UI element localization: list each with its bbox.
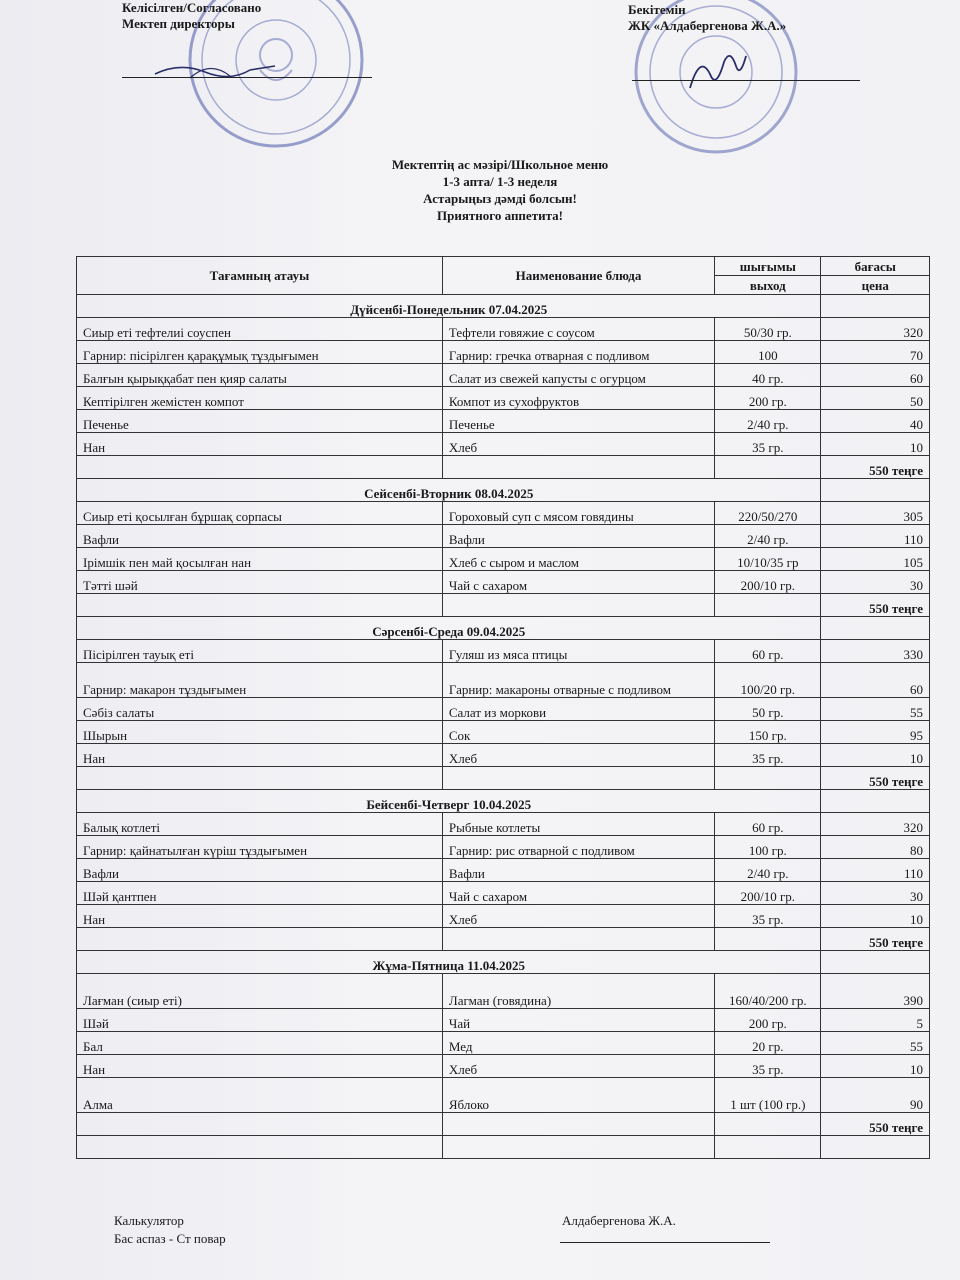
total-empty-cell [715,594,821,617]
dish-price: 30 [821,882,930,905]
dish-output: 200/10 гр. [715,882,821,905]
dish-name-ru: Гарнир: гречка отварная с подливом [442,341,714,364]
dish-price: 95 [821,721,930,744]
day-header-empty-cell [821,295,930,318]
dish-name-ru: Печенье [442,410,714,433]
dish-price: 105 [821,548,930,571]
day-label: Бейсенбі-Четверг 10.04.2025 [77,790,821,813]
footer-left [114,1212,226,1248]
dish-name-kz: Шәй [77,1009,443,1032]
col-header-price-ru: цена [821,276,930,295]
day-total-row [77,456,930,479]
menu-item-row [77,698,930,721]
menu-item-row [77,387,930,410]
dish-name-kz: Вафли [77,859,443,882]
day-header-empty-cell [821,951,930,974]
menu-item-row [77,525,930,548]
dish-name-ru: Хлеб [442,1055,714,1078]
dish-price: 10 [821,433,930,456]
dish-name-kz: Нан [77,905,443,928]
dish-price: 10 [821,744,930,767]
week-label: 1-3 апта/ 1-3 неделя [442,174,558,189]
dish-name-kz: Балық котлеті [77,813,443,836]
dish-price: 30 [821,571,930,594]
dish-name-ru: Сок [442,721,714,744]
agreed-label: Келісілген/Согласовано [122,0,262,15]
dish-name-kz: Нан [77,433,443,456]
dish-name-ru: Чай с сахаром [442,882,714,905]
dish-name-ru: Тефтели говяжие с соусом [442,318,714,341]
day-label: Дүйсенбі-Понедельник 07.04.2025 [77,295,821,318]
dish-price: 70 [821,341,930,364]
menu-title-block [0,156,960,224]
approval-right-block [628,2,786,34]
menu-item-row [77,974,930,1009]
day-total: 550 теңге [821,456,930,479]
dish-name-kz: Шәй қантпен [77,882,443,905]
menu-item-row [77,1078,930,1113]
total-empty-cell [77,1113,443,1136]
menu-item-row [77,433,930,456]
col-header-out-ru: выход [715,276,821,295]
menu-item-row [77,813,930,836]
dish-output: 1 шт (100 гр.) [715,1078,821,1113]
dish-name-kz: Вафли [77,525,443,548]
day-header-row [77,295,930,318]
day-header-row [77,951,930,974]
dish-output: 60 гр. [715,813,821,836]
total-empty-cell [715,767,821,790]
day-total: 550 теңге [821,767,930,790]
dish-name-ru: Салат из свежей капусты с огурцом [442,364,714,387]
dish-name-ru: Вафли [442,525,714,548]
dish-name-ru: Яблоко [442,1078,714,1113]
dish-price: 60 [821,663,930,698]
total-empty-cell [715,456,821,479]
dish-output: 2/40 гр. [715,410,821,433]
day-total-row [77,594,930,617]
day-total: 550 теңге [821,928,930,951]
dish-price: 10 [821,1055,930,1078]
dish-name-kz: Балғын қырыққабат пен қияр салаты [77,364,443,387]
menu-item-row [77,640,930,663]
day-header-row [77,479,930,502]
menu-item-row [77,744,930,767]
dish-output: 35 гр. [715,905,821,928]
dish-price: 55 [821,1032,930,1055]
day-header-empty-cell [821,479,930,502]
menu-item-row [77,318,930,341]
dish-output: 2/40 гр. [715,859,821,882]
dish-name-kz: Кептірілген жемістен компот [77,387,443,410]
dish-price: 320 [821,318,930,341]
footer-signature-line [560,1242,770,1243]
footer-name: Алдабергенова Ж.А. [562,1213,676,1228]
total-empty-cell [442,594,714,617]
dish-price: 40 [821,410,930,433]
day-total: 550 теңге [821,1113,930,1136]
dish-name-ru: Салат из моркови [442,698,714,721]
dish-price: 330 [821,640,930,663]
bon-appetit-kz: Астарыңыз дәмді болсын! [423,191,577,206]
dish-name-ru: Хлеб [442,744,714,767]
dish-name-ru: Гуляш из мяса птицы [442,640,714,663]
menu-item-row [77,571,930,594]
bon-appetit-ru: Приятного аппетита! [437,208,563,223]
dish-name-kz: Сәбіз салаты [77,698,443,721]
menu-table [76,256,930,1159]
dish-output: 200 гр. [715,1009,821,1032]
dish-output: 220/50/270 [715,502,821,525]
approve-label: Бекітемін [628,2,686,17]
approval-left-block [122,0,261,32]
menu-item-row [77,721,930,744]
menu-item-row [77,341,930,364]
day-total-row [77,928,930,951]
dish-output: 150 гр. [715,721,821,744]
dish-name-ru: Лагман (говядина) [442,974,714,1009]
day-header-empty-cell [821,790,930,813]
dish-name-ru: Рыбные котлеты [442,813,714,836]
menu-item-row [77,548,930,571]
menu-item-row [77,859,930,882]
day-header-row [77,617,930,640]
dish-name-kz: Шырын [77,721,443,744]
total-empty-cell [77,928,443,951]
dish-price: 50 [821,387,930,410]
menu-item-row [77,364,930,387]
day-total: 550 теңге [821,594,930,617]
total-empty-cell [442,928,714,951]
menu-item-row [77,882,930,905]
dish-output: 100 гр. [715,836,821,859]
menu-item-row [77,836,930,859]
dish-name-ru: Хлеб [442,905,714,928]
total-empty-cell [442,767,714,790]
dish-price: 10 [821,905,930,928]
menu-table-body [77,295,930,1136]
total-empty-cell [77,456,443,479]
director-signature-line [122,77,372,78]
dish-name-kz: Гарнир: макарон тұздығымен [77,663,443,698]
dish-name-kz: Сиыр еті қосылған бұршақ сорпасы [77,502,443,525]
dish-price: 390 [821,974,930,1009]
dish-name-kz: Гарнир: қайнатылған күріш тұздығымен [77,836,443,859]
dish-name-ru: Чай с сахаром [442,571,714,594]
dish-name-ru: Чай [442,1009,714,1032]
col-header-kz: Тағамның атауы [77,257,443,295]
menu-title: Мектептің ас мәзірі/Школьное меню [391,157,609,172]
dish-name-ru: Компот из сухофруктов [442,387,714,410]
head-chef-label: Бас аспаз - Ст повар [114,1231,226,1246]
dish-name-kz: Нан [77,1055,443,1078]
dish-name-kz: Печенье [77,410,443,433]
dish-name-ru: Мед [442,1032,714,1055]
menu-item-row [77,663,930,698]
dish-output: 35 гр. [715,744,821,767]
dish-output: 20 гр. [715,1032,821,1055]
dish-name-ru: Гарнир: рис отварной с подливом [442,836,714,859]
menu-item-row [77,502,930,525]
dish-name-kz: Лағман (сиыр еті) [77,974,443,1009]
dish-name-kz: Нан [77,744,443,767]
menu-item-row [77,1032,930,1055]
calculator-label: Калькулятор [114,1213,184,1228]
dish-price: 60 [821,364,930,387]
day-total-row [77,1113,930,1136]
day-header-empty-cell [821,617,930,640]
dish-output: 100 [715,341,821,364]
dish-price: 110 [821,525,930,548]
day-label: Сейсенбі-Вторник 08.04.2025 [77,479,821,502]
dish-price: 90 [821,1078,930,1113]
dish-output: 160/40/200 гр. [715,974,821,1009]
menu-item-row [77,410,930,433]
dish-name-ru: Хлеб [442,433,714,456]
dish-name-kz: Бал [77,1032,443,1055]
dish-name-kz: Пісірілген тауық еті [77,640,443,663]
dish-name-kz: Гарнир: пісірілген қарақұмық тұздығымен [77,341,443,364]
approver-signature [680,44,750,100]
blank-row [77,1136,930,1159]
dish-output: 60 гр. [715,640,821,663]
dish-output: 200 гр. [715,387,821,410]
dish-price: 110 [821,859,930,882]
dish-price: 55 [821,698,930,721]
total-empty-cell [77,767,443,790]
dish-output: 50/30 гр. [715,318,821,341]
dish-output: 100/20 гр. [715,663,821,698]
col-header-out-kz: шығымы [715,257,821,276]
school-director-label: Мектеп директоры [122,16,235,31]
menu-item-row [77,1009,930,1032]
entrepreneur-label: ЖК «Алдабергенова Ж.А.» [628,18,787,33]
dish-name-kz: Ірімшік пен май қосылған нан [77,548,443,571]
day-label: Жұма-Пятница 11.04.2025 [77,951,821,974]
col-header-price-kz: бағасы [821,257,930,276]
menu-item-row [77,1055,930,1078]
col-header-ru: Наименование блюда [442,257,714,295]
total-empty-cell [715,1113,821,1136]
dish-output: 50 гр. [715,698,821,721]
dish-name-kz: Тәтті шәй [77,571,443,594]
day-header-row [77,790,930,813]
dish-output: 2/40 гр. [715,525,821,548]
dish-output: 40 гр. [715,364,821,387]
dish-name-ru: Хлеб с сыром и маслом [442,548,714,571]
dish-name-ru: Вафли [442,859,714,882]
director-signature [150,56,280,86]
total-empty-cell [715,928,821,951]
dish-name-ru: Гарнир: макароны отварные с подливом [442,663,714,698]
dish-output: 35 гр. [715,433,821,456]
dish-name-kz: Сиыр еті тефтелиі соуспен [77,318,443,341]
day-label: Сәрсенбі-Среда 09.04.2025 [77,617,821,640]
dish-name-kz: Алма [77,1078,443,1113]
dish-output: 200/10 гр. [715,571,821,594]
total-empty-cell [442,456,714,479]
dish-name-ru: Гороховый суп с мясом говядины [442,502,714,525]
dish-price: 80 [821,836,930,859]
dish-price: 305 [821,502,930,525]
dish-output: 10/10/35 гр [715,548,821,571]
dish-output: 35 гр. [715,1055,821,1078]
footer-right [562,1212,676,1230]
total-empty-cell [77,594,443,617]
dish-price: 320 [821,813,930,836]
dish-price: 5 [821,1009,930,1032]
day-total-row [77,767,930,790]
menu-item-row [77,905,930,928]
total-empty-cell [442,1113,714,1136]
approver-signature-line [632,80,860,81]
